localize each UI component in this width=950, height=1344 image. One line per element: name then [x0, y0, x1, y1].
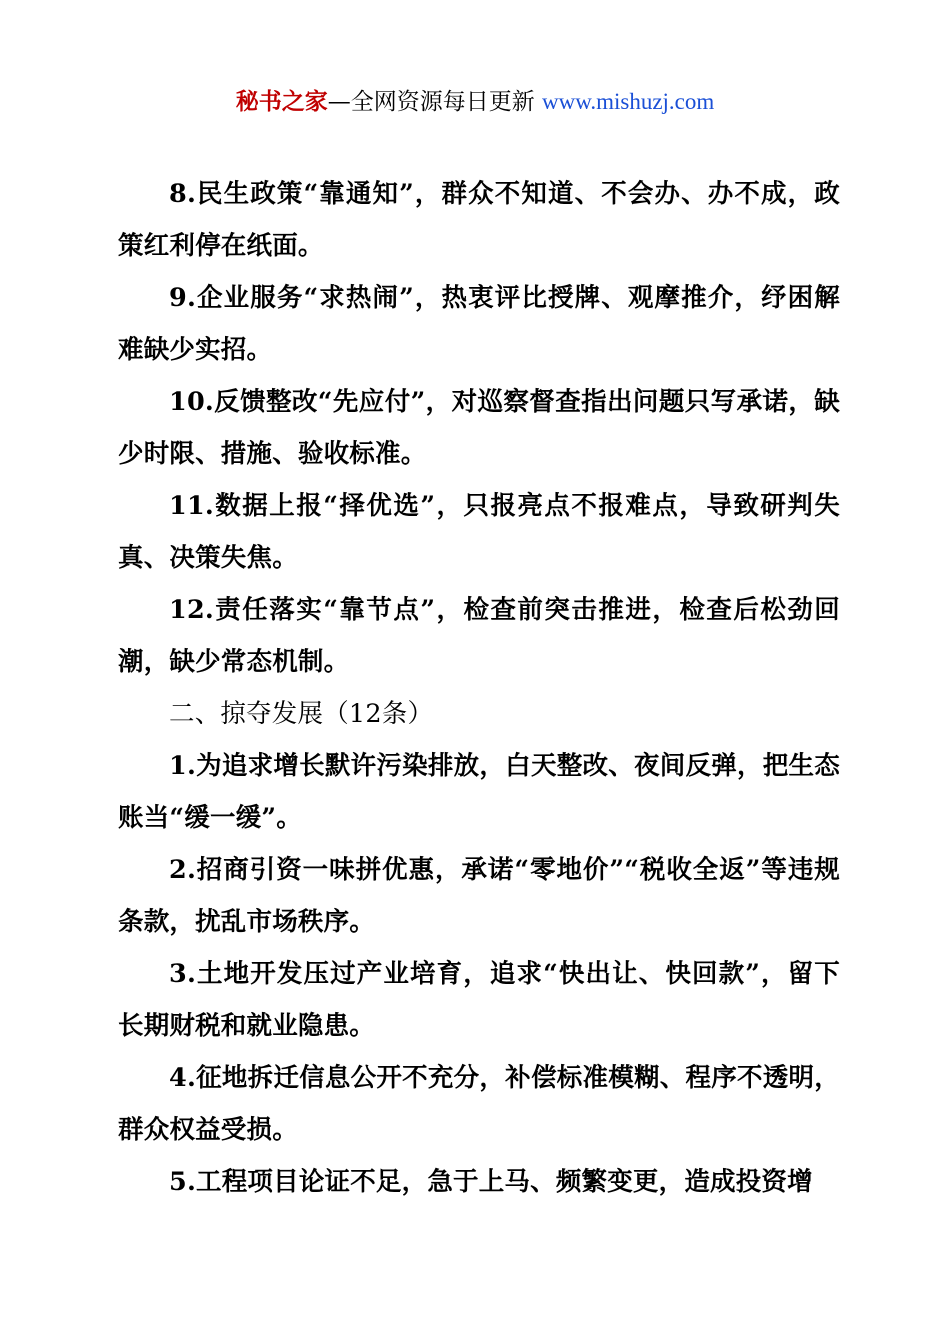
- site-brand: 秘书之家: [235, 88, 328, 115]
- section-heading-two: 二、掠夺发展（12条）: [169, 699, 434, 729]
- paragraph-item-2-3: 3.土地开发压过产业培育，追求“快出让、快回款”，留下长期财税和就业隐患。: [118, 959, 840, 1041]
- paragraph-item-12: 12.责任落实“靠节点”，检查前突击推进，检查后松劲回潮，缺少常态机制。: [118, 595, 840, 677]
- paragraph-item-2-2: 2.招商引资一味拼优惠，承诺“零地价”“税收全返”等违规条款，扰乱市场秩序。: [118, 855, 840, 937]
- paragraph-item-2-5: 5.工程项目论证不足，急于上马、频繁变更，造成投资增: [169, 1167, 813, 1197]
- paragraph-item-2-4: 4.征地拆迁信息公开不充分，补偿标准模糊、程序不透明，群众权益受损。: [118, 1063, 840, 1145]
- paragraph-item-8: 8.民生政策“靠通知”，群众不知道、不会办、办不成，政策红利停在纸面。: [118, 179, 840, 261]
- paragraph-item-2-1: 1.为追求增长默许污染排放，白天整改、夜间反弹，把生态账当“缓一缓”。: [118, 751, 840, 833]
- site-tagline: —全网资源每日更新: [327, 89, 535, 115]
- paragraph-item-10: 10.反馈整改“先应付”，对巡察督查指出问题只写承诺，缺少时限、措施、验收标准。: [118, 387, 840, 469]
- paragraph-item-9: 9.企业服务“求热闹”，热衷评比授牌、观摩推介，纾困解难缺少实招。: [118, 283, 840, 365]
- site-header: [0, 88, 950, 117]
- site-url[interactable]: www.mishuzj.com: [542, 89, 715, 114]
- paragraph-item-11: 11.数据上报“择优选”，只报亮点不报难点，导致研判失真、决策失焦。: [118, 491, 840, 573]
- document-body: [118, 168, 840, 1208]
